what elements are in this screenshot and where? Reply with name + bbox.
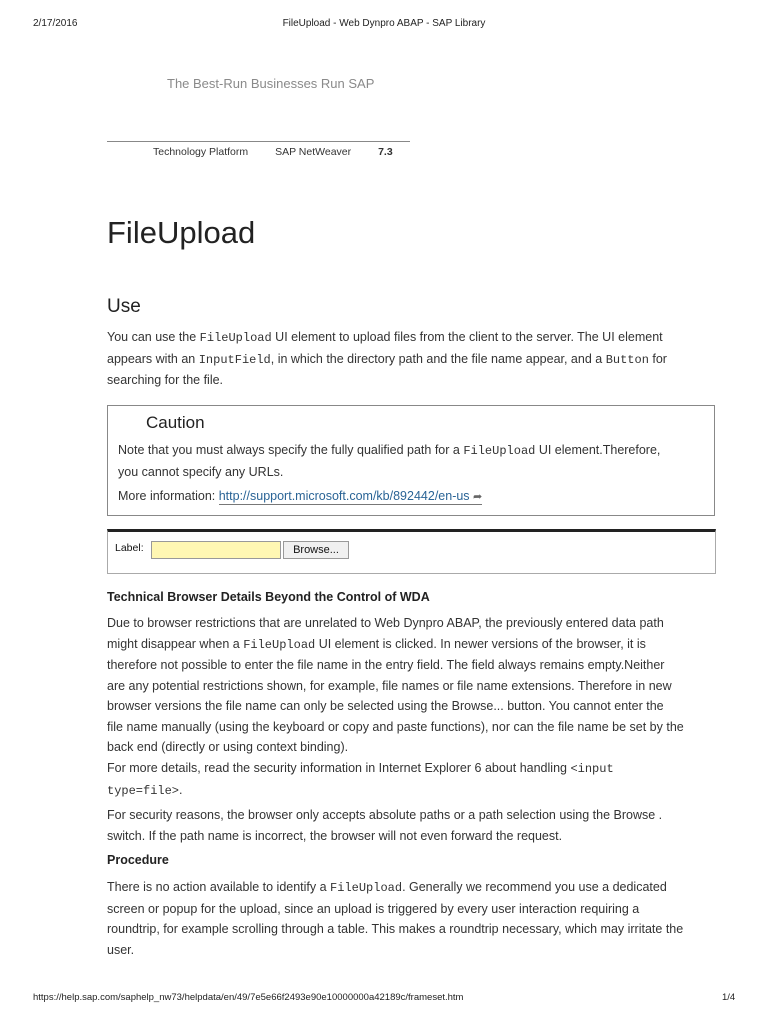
external-link-icon: ➦ — [473, 491, 483, 503]
print-title: FileUpload - Web Dynpro ABAP - SAP Library — [282, 18, 486, 29]
absolute-path-paragraph: For security reasons, the browser only accepts absolute paths or a path selection using the Browse . switch. If the path name is incorrect, the browser will not even forward the request. — [107, 808, 663, 843]
breadcrumb-divider — [107, 141, 410, 142]
file-path-input[interactable] — [151, 541, 281, 559]
demo-label: Label: — [115, 542, 144, 554]
caution-heading: Caution — [146, 413, 205, 432]
breadcrumb — [153, 146, 393, 158]
procedure-heading: Procedure — [107, 853, 169, 867]
print-url: https://help.sap.com/saphelp_nw73/helpdata/en/49/7e5e66f2493e90e10000000a42189c/frameset.htm — [33, 992, 464, 1003]
code-fileupload: FileUpload — [199, 331, 272, 345]
fileupload-demo — [107, 529, 716, 574]
security-info-paragraph: For more details, read the security information in Internet Explorer 6 about handling <input type=file>. — [107, 761, 614, 798]
breadcrumb-platform[interactable]: Technology Platform — [153, 146, 249, 158]
page-number: 1/4 — [722, 992, 736, 1003]
code-fileupload: FileUpload — [330, 881, 403, 895]
code-fileupload: FileUpload — [463, 444, 536, 458]
technical-paragraph: Due to browser restrictions that are unrelated to Web Dynpro ABAP, the previously entered data path might disappear when a FileUpload UI element is clicked. In newer versions of the browser, it is therefore not possible to enter the file name in the entry field. The field always remains empty.Neither are any potential restrictions shown, for example, file names or file name extensions. Therefore in new browser versions the file name can only be selected using the Browse... button. You cannot enter the file name manually (using the keyboard or copy and paste functions), nor can the file name be set by the back end (directly or using context binding). — [107, 616, 684, 754]
procedure-paragraph: There is no action available to identify a FileUpload. Generally we recommend you use a dedicated screen or popup for the upload, since an upload is triggered by every user interaction requiring a roundtrip, for example scrolling through a table. This makes a roundtrip necessary, which may irritate the user. — [107, 880, 684, 957]
caution-box — [107, 405, 715, 516]
microsoft-kb-link[interactable]: http://support.microsoft.com/kb/892442/en-us ➦ — [218, 489, 483, 503]
use-heading: Use — [107, 296, 141, 317]
browse-button[interactable]: Browse... — [283, 541, 349, 559]
code-inputfield: InputField — [198, 352, 271, 367]
print-date: 2/17/2016 — [33, 18, 78, 29]
breadcrumb-product[interactable]: SAP NetWeaver — [275, 146, 352, 158]
page-title: FileUpload — [107, 215, 256, 250]
caution-text: Note that you must always specify the fully qualified path for a FileUpload UI element.Therefore, you cannot specify any URLs. More information: http://support.microsoft.com/kb/892442/en-us ➦ — [118, 443, 661, 503]
code-button: Button — [605, 352, 649, 367]
use-paragraph: You can use the FileUpload UI element to upload files from the client to the server. The UI element appears with an InputField, in which the directory path and the file name appear, and a Button for searching for the file. — [107, 330, 667, 387]
technical-heading: Technical Browser Details Beyond the Control of WDA — [107, 590, 430, 604]
breadcrumb-version[interactable]: 7.3 — [378, 146, 393, 158]
code-fileupload: FileUpload — [243, 637, 316, 652]
sap-tagline: The Best-Run Businesses Run SAP — [167, 76, 375, 91]
